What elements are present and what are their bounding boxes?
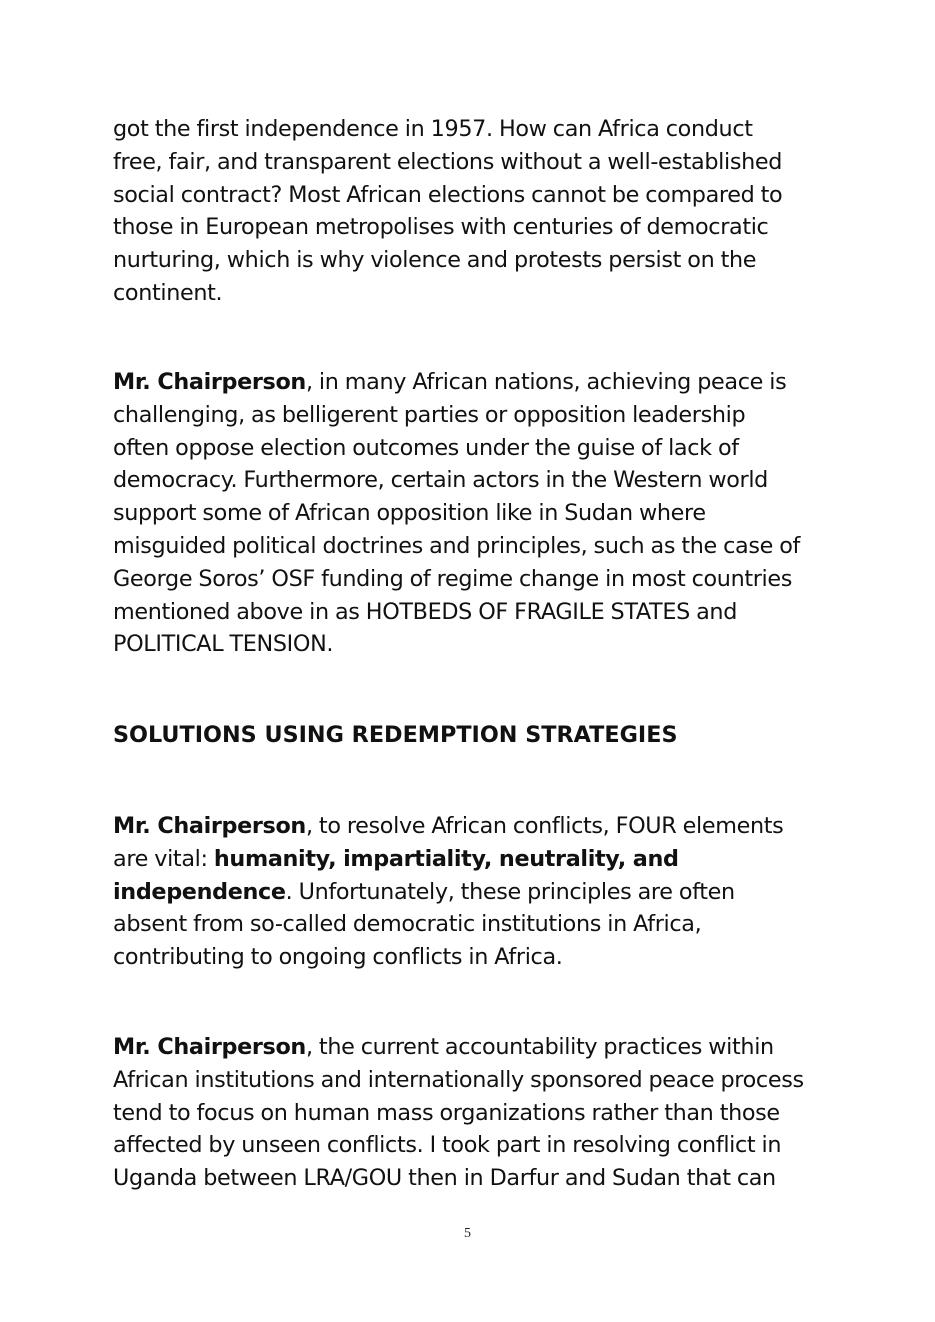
paragraph-2-line: POLITICAL TENSION. <box>113 631 334 658</box>
paragraph-2-line: support some of African opposition like in Sudan where <box>113 500 706 527</box>
paragraph-2-line: challenging, as belligerent parties or opposition leadership <box>113 401 746 428</box>
paragraph-4 <box>113 1031 833 1195</box>
paragraph-2-line: often oppose election outcomes under the guise of lack of <box>113 434 739 461</box>
paragraph-4-line: tend to focus on human mass organizations rather than those <box>113 1099 780 1126</box>
paragraph-3-line-3-rest: . Unfortunately, these principles are often <box>285 878 735 905</box>
paragraph-1-line: got the first independence in 1957. How can Africa conduct <box>113 116 753 142</box>
paragraph-3-line: absent from so-called democratic institutions in Africa, <box>113 911 702 938</box>
paragraph-2-line: mentioned above in as HOTBEDS OF FRAGILE STATES and <box>113 598 738 625</box>
paragraph-1-line: nurturing, which is why violence and protests persist on the <box>113 247 757 274</box>
paragraph-3-line-3-bold: independence <box>113 878 286 905</box>
paragraph-2-line: democracy. Furthermore, certain actors in the Western world <box>113 467 768 494</box>
page-number: 5 <box>464 1226 471 1241</box>
paragraph-1-line: social contract? Most African elections cannot be compared to <box>113 181 783 208</box>
paragraph-3-line <box>113 810 833 843</box>
paragraph-1-line: free, fair, and transparent elections without a well-established <box>113 148 783 175</box>
paragraph-3-line-2-bold: humanity, impartiality, neutrality, and <box>213 845 679 872</box>
paragraph-3-line <box>113 843 833 876</box>
paragraph-2 <box>113 366 833 661</box>
paragraph-3-line-1-rest: , to resolve African conflicts, FOUR elements <box>305 813 784 839</box>
paragraph-2-line: George Soros’ OSF funding of regime change in most countries <box>113 565 793 592</box>
paragraph-3-line-2-plain: are vital: <box>113 845 214 872</box>
paragraph-4-line-1-rest: , the current accountability practices within <box>305 1034 774 1060</box>
paragraph-2-line: misguided political doctrines and principles, such as the case of <box>113 532 801 559</box>
paragraph-4-line: African institutions and internationally sponsored peace process <box>113 1066 804 1093</box>
paragraph-3-line: contributing to ongoing conflicts in Africa. <box>113 944 563 971</box>
paragraph-4-line <box>113 1031 833 1064</box>
paragraph-4-line: affected by unseen conflicts. I took part in resolving conflict in <box>113 1132 782 1159</box>
paragraph-4-line: Uganda between LRA/GOU then in Darfur and Sudan that can <box>113 1165 776 1192</box>
paragraph-2-line <box>113 366 833 399</box>
paragraph-4-lead: Mr. Chairperson <box>113 1034 306 1060</box>
paragraph-3-lead: Mr. Chairperson <box>113 813 306 839</box>
paragraph-1 <box>113 113 833 310</box>
paragraph-1-line: those in European metropolises with centuries of democratic <box>113 214 769 241</box>
paragraph-2-lead: Mr. Chairperson <box>113 369 306 395</box>
paragraph-2-line-1-rest: , in many African nations, achieving peace is <box>305 369 787 395</box>
paragraph-1-line: continent. <box>113 279 223 306</box>
paragraph-3 <box>113 810 833 974</box>
paragraph-3-line <box>113 876 833 909</box>
section-heading: SOLUTIONS USING REDEMPTION STRATEGIES <box>113 722 678 748</box>
